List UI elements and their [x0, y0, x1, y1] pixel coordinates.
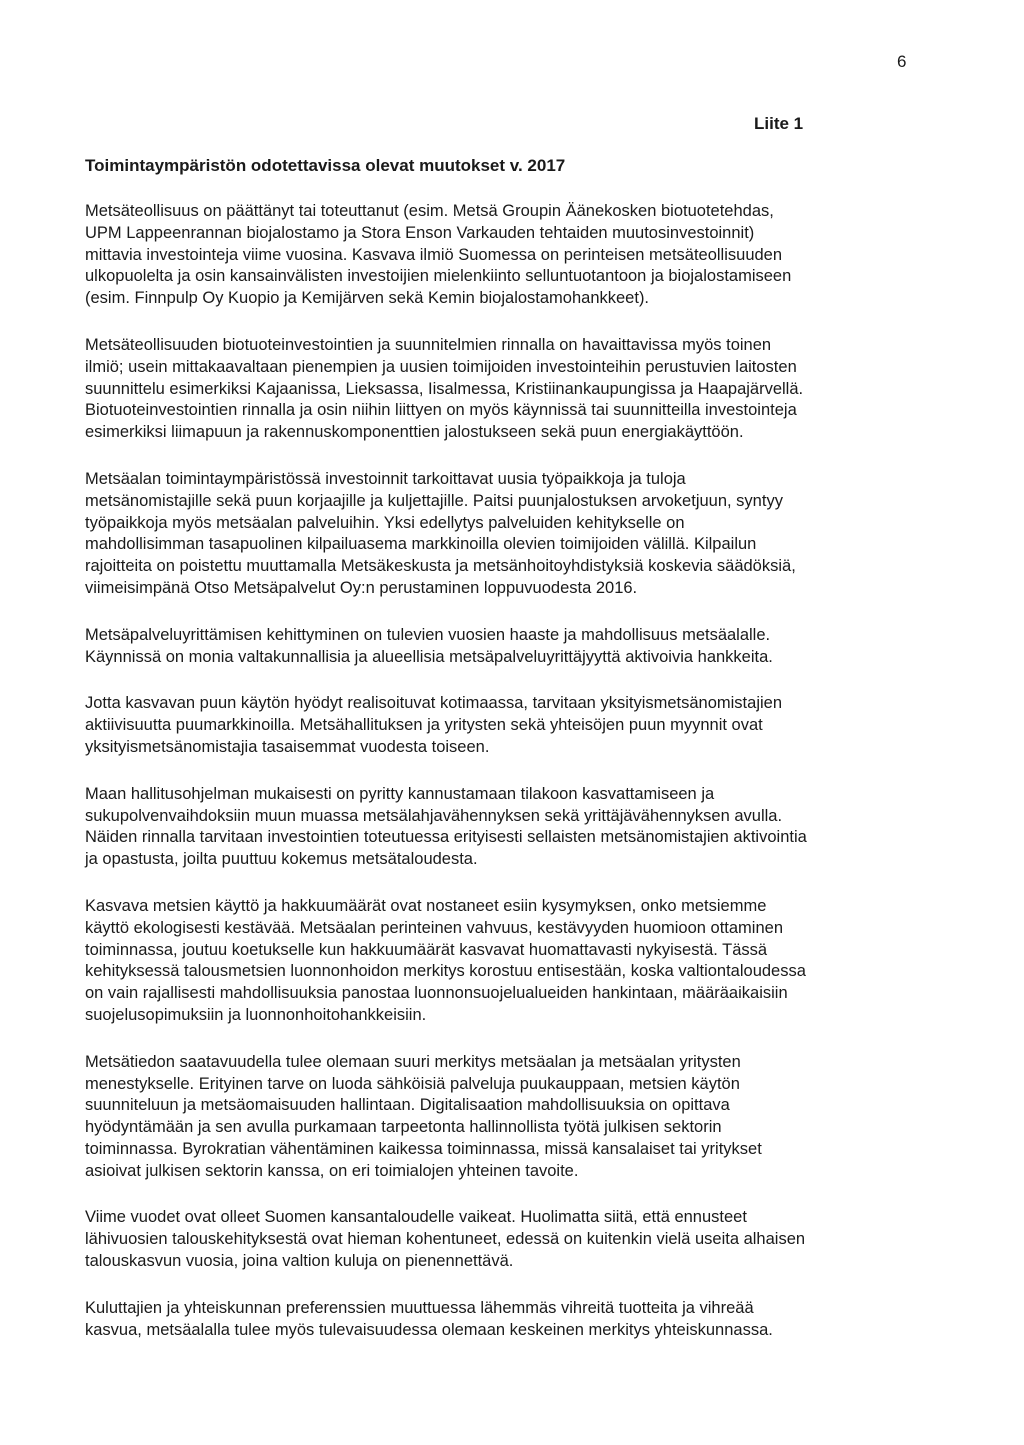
paragraph-8: Metsätiedon saatavuudella tulee olemaan suuri merkitys metsäalan ja metsäalan yritysten menestykselle. Erityinen tarve on luoda sähköisiä palveluja puukauppaan, metsien käytön suunniteluun ja metsäomaisuuden hallintaan. Digitalisaation mahdollisuuksia on opittava hyödyntämään ja sen avulla purkamaan tarpeetonta hallinnollista työtä julkisen sektorin toiminnassa. Byrokratian vähentäminen kaikessa toiminnassa, missä kansalaiset tai yritykset asioivat julkisen sektorin kanssa, on eri toimialojen yhteinen tavoite. [85, 1052, 762, 1180]
appendix-label: Liite 1 [754, 114, 804, 133]
paragraph-5: Jotta kasvavan puun käytön hyödyt realisoituvat kotimaassa, tarvitaan yksityismetsänomistajien aktiivisuutta puumarkkinoilla. Metsähallituksen ja yritysten sekä yhteisöjen puun myynnit ovat yksityismetsänomistajia tasaisemmat vuodesta toiseen. [85, 694, 783, 756]
paragraph-10: Kuluttajien ja yhteiskunnan preferenssien muuttuessa lähemmäs vihreitä tuotteita ja vihreää kasvua, metsäalalla tulee myös tulevaisuudessa olemaan keskeinen merkitys yhteiskunnassa. [85, 1298, 773, 1339]
paragraph-9: Viime vuodet ovat olleet Suomen kansantaloudelle vaikeat. Huolimatta siitä, että ennusteet lähivuosien talouskehityksestä ovat hieman kohentuneet, edessä on kuitenkin vielä useita alhaisen talouskasvun vuosia, joina valtion kuluja on pienennettävä. [85, 1208, 806, 1271]
paragraph-3: Metsäalan toimintaympäristössä investoinnit tarkoittavat uusia työpaikkoja ja tuloja metsänomistajille sekä puun korjaajille ja kuljettajille. Paitsi puunjalostuksen arvoketjuun, syntyy työpaikkoja myös metsäalan palveluihin. Yksi edellytys palveluiden kehitykselle on mahdollisimman tasapuolinen kilpailuasema markkinoilla olevien toimijoiden välillä. Kilpailun rajoitteita on poistettu muuttamalla Metsäkeskusta ja metsänhoitoyhdistyksiä koskevia säädöksiä, viimeisimpänä Otso Metsäpalvelut Oy:n perustaminen loppuvuodesta 2016. [85, 469, 796, 597]
page-number: 6 [897, 52, 907, 71]
paragraph-1: Metsäteollisuus on päättänyt tai toteuttanut (esim. Metsä Groupin Äänekosken biotuotetehdas, UPM Lappeenrannan biojalostamo ja Stora Enson Varkauden tehtaiden muutosinvestoinnit) mittavia investointeja viime vuosina. Kasvava ilmiö Suomessa on perinteisen metsäteollisuuden ulkopuolelta ja osin kansainvälisten investoijien mielenkiinto selluntuotantoon ja biojalostamiseen (esim. Finnpulp Oy Kuopio ja Kemijärven sekä Kemin biojalostamohankkeet). [85, 202, 792, 308]
document-title: Toimintaympäristön odotettavissa olevat muutokset v. 2017 [85, 156, 566, 175]
paragraph-7: Kasvava metsien käyttö ja hakkuumäärät ovat nostaneet esiin kysymyksen, onko metsiemme käyttö ekologisesti kestävää. Metsäalan perinteinen vahvuus, kestävyyden huomioon ottaminen toiminnassa, joutuu koetukselle kun hakkuumäärät kasvavat huomattavasti nykyisestä. Tässä kehityksessä talousmetsien luonnonhoidon merkitys korostuu entisestään, koska valtiontaloudessa on vain rajallisesti mahdollisuuksia panostaa luonnonsuojelualueiden hankintaan, määräaikaisiin suojelusopimuksiin ja luonnonhoitohankkeisiin. [85, 896, 806, 1024]
paragraph-6: Maan hallitusohjelman mukaisesti on pyritty kannustamaan tilakoon kasvattamiseen ja sukupolvenvaihdoksiin muun muassa metsälahjavähennyksen sekä yrittäjävähennyksen avulla. Näiden rinnalla tarvitaan investointien toteutuessa erityisesti sellaisten metsänomistajien aktivointia ja opastusta, joilta puuttuu kokemus metsätaloudesta. [85, 784, 807, 869]
paragraph-4: Metsäpalveluyrittämisen kehittyminen on tulevien vuosien haaste ja mahdollisuus metsäalalle. Käynnissä on monia valtakunnallisia ja alueellisia metsäpalveluyrittäjyyttä aktivoivia hankkeita. [85, 625, 773, 666]
paragraph-2: Metsäteollisuuden biotuoteinvestointien ja suunnitelmien rinnalla on havaittavissa myös toinen ilmiö; usein mittakaavaltaan pienempien ja uusien toimijoiden investointeihin perustuvien laitosten suunnittelu esimerkiksi Kajaanissa, Lieksassa, Iisalmessa, Kristiinankaupungissa ja Haapajärvellä. Biotuoteinvestointien rinnalla ja osin niihin liittyen on myös käynnissä tai suunnitteilla investointeja esimerkiksi liimapuun ja rakennuskomponenttien jalostukseen sekä puun energiakäyttöön. [85, 335, 804, 442]
document-body [85, 201, 915, 1366]
